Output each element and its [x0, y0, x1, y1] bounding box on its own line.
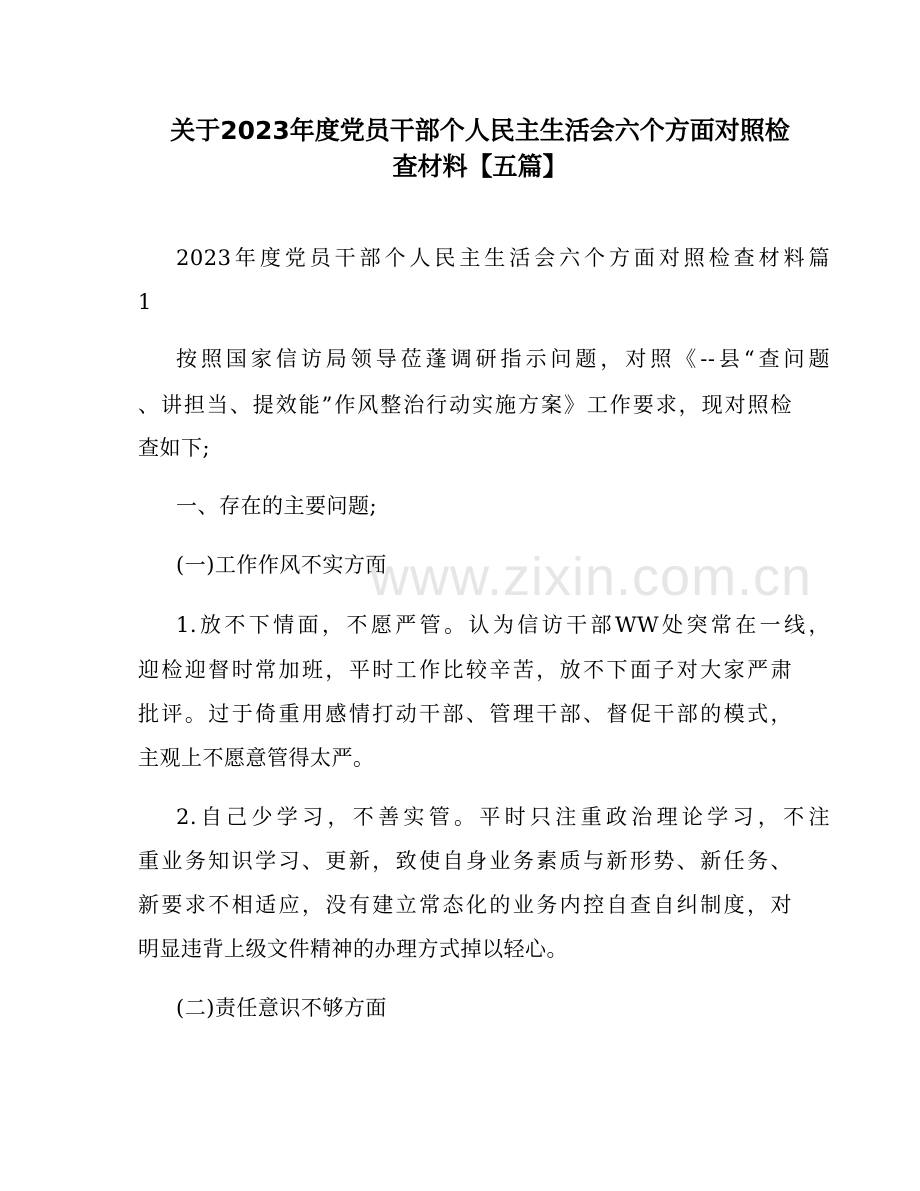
item1-line-4: 主观上不愿意管得太严。 [138, 746, 375, 770]
item2-line-3: 新要求不相适应，没有建立常态化的业务内控自查自纠制度，对 [138, 893, 792, 917]
item1-line-2: 迎检迎督时常加班，平时工作比较辛苦，放不下面子对大家严肃 [138, 658, 792, 682]
item2-line-4: 明显违背上级文件精神的办理方式掉以轻心。 [138, 937, 568, 961]
subsection-heading-1: (一)工作作风不实方面 [176, 553, 387, 577]
intro-line-1: 按照国家信访局领导莅蓬调研指示问题，对照《--县“查问题 [176, 347, 830, 371]
watermark-text: www.zixin.com.cn [370, 547, 813, 607]
subtitle-line-1: 2023年度党员干部个人民主生活会六个方面对照检查材料篇 [176, 246, 830, 270]
section-heading-1: 一、存在的主要问题; [176, 494, 378, 518]
subtitle-line-2: 1 [138, 290, 152, 314]
item2-line-2: 重业务知识学习、更新，致使自身业务素质与新形势、新任务、 [138, 849, 792, 873]
document-title-line-2: 查材料【五篇】 [392, 152, 568, 181]
subsection-heading-2: (二)责任意识不够方面 [176, 996, 387, 1020]
intro-line-2: 、讲担当、提效能”作风整治行动实施方案》工作要求，现对照检 [138, 393, 792, 417]
item1-line-3: 批评。过于倚重用感情打动干部、管理干部、督促干部的模式， [138, 702, 792, 726]
item2-line-1: 2.自己少学习，不善实管。平时只注重政治理论学习，不注 [176, 805, 830, 829]
item1-line-1: 1.放不下情面，不愿严管。认为信访干部WW处突常在一线， [176, 613, 830, 637]
document-title-line-1: 关于2023年度党员干部个人民主生活会六个方面对照检 [170, 116, 790, 145]
intro-line-3: 查如下; [138, 436, 211, 460]
